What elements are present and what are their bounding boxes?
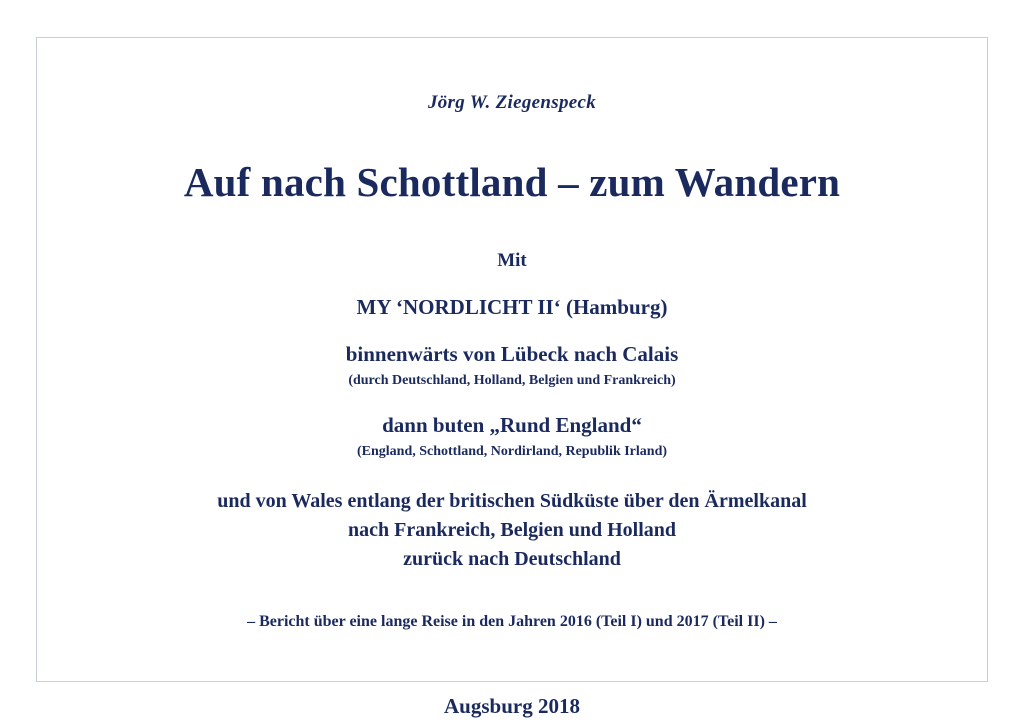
vessel-name: MY ‘NORDLICHT II‘ (Hamburg)	[356, 294, 668, 319]
place-and-year: Augsburg 2018	[444, 694, 580, 719]
route-return-line-1: und von Wales entlang der britischen Südküste über den Ärmelkanal	[217, 489, 807, 512]
route-return-line-2: nach Frankreich, Belgien und Holland	[347, 518, 677, 541]
page-title: Auf nach Schottland – zum Wandern	[183, 158, 841, 205]
route-inland: binnenwärts von Lübeck nach Calais	[345, 341, 679, 366]
route-inland-countries: (durch Deutschland, Holland, Belgien und Frankreich)	[348, 373, 676, 389]
report-note: – Bericht über eine lange Reise in den Jahren 2016 (Teil I) und 2017 (Teil II) –	[247, 612, 777, 630]
route-outer-countries: (England, Schottland, Nordirland, Republik Irland)	[356, 444, 668, 460]
subtitle-with-label: Mit	[497, 249, 527, 271]
author-name: Jörg W. Ziegenspeck	[427, 92, 597, 113]
route-return-line-3: zurück nach Deutschland	[403, 547, 621, 570]
route-return	[106, 487, 918, 574]
title-page-content	[36, 37, 988, 719]
route-outer: dann buten „Rund England“	[382, 412, 642, 437]
